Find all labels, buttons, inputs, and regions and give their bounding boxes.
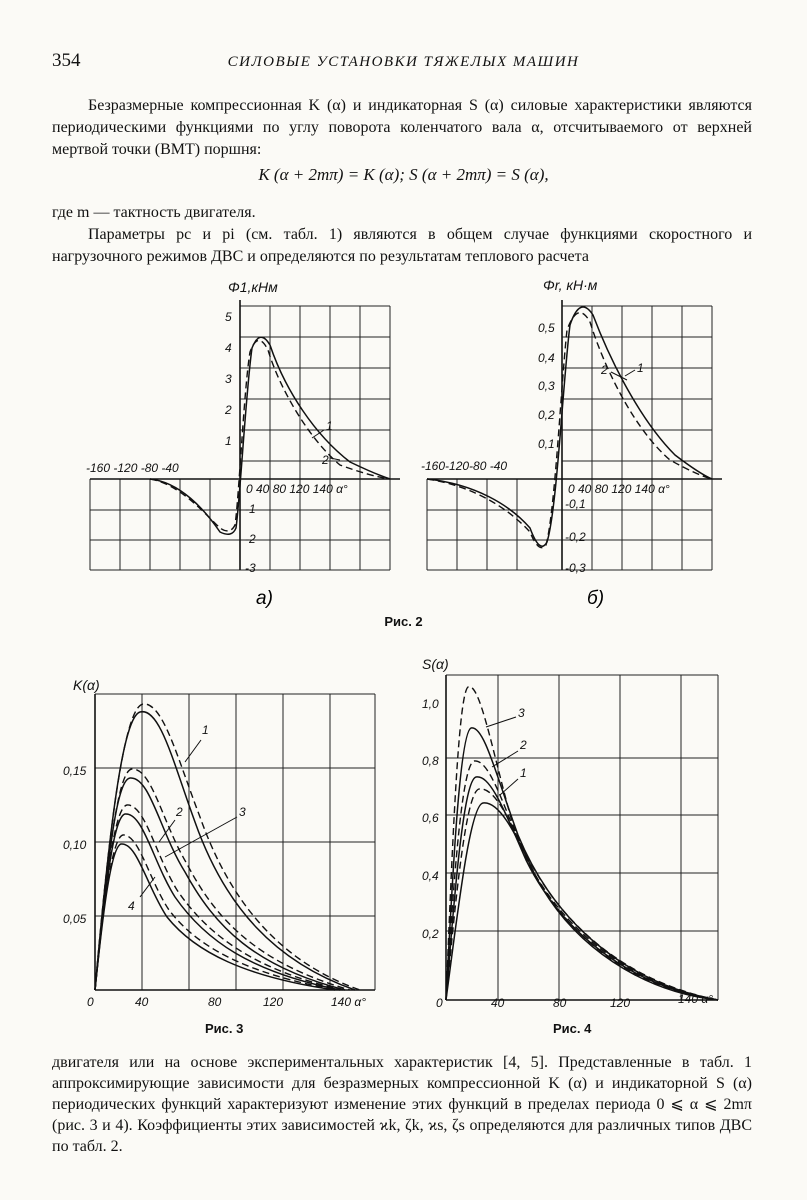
figure-2a-pos-x-ticks: 0 40 80 120 140 α° (246, 482, 348, 496)
running-title: СИЛОВЫЕ УСТАНОВКИ ТЯЖЕЛЫХ МАШИН (227, 54, 580, 70)
figure-4-leader-2 (492, 751, 518, 767)
figure-4-curve-2 (446, 777, 718, 1000)
intro-paragraph-2: где m — тактность двигателя. (52, 204, 256, 221)
figure-3-ytick-005: 0,05 (63, 912, 87, 926)
figure-4-ytick-10: 1,0 (422, 697, 439, 711)
figure-3-xtick-140: 140 α° (331, 995, 366, 1009)
figure-4-leader-3 (486, 717, 516, 727)
figure-2b-neg-x-ticks: -160-120-80 -40 (421, 459, 508, 473)
figure-3-caption: Рис. 3 (205, 1021, 244, 1036)
figure-3-leader-3 (165, 817, 237, 857)
figure-2a-curve-label-1: 1 (326, 419, 333, 433)
figure-4-xtick-140: 140 α° (678, 992, 713, 1006)
figure-4-curve-2-dashed (446, 761, 718, 1000)
figure-4-ytick-06: 0,6 (422, 811, 439, 825)
page-number: 354 (52, 50, 81, 71)
figure-2b-curve-label-2: 2 (601, 363, 608, 377)
figure-2b-ytick-03: 0,3 (538, 379, 555, 393)
figure-2a-y-label: Φ1,кНм (228, 279, 278, 295)
figure-4-curve-1-dashed (446, 789, 718, 1000)
figure-2b-ytick-01: 0,1 (538, 437, 555, 451)
figure-4-xtick-40: 40 (491, 996, 505, 1010)
figure-2a-ytick-5: 5 (225, 310, 232, 324)
figure-3-xtick-80: 80 (208, 995, 222, 1009)
figure-2a-ytick-m1: -1 (245, 502, 256, 516)
figure-3-grid (95, 694, 375, 990)
figure-3-curve-label-2: 2 (176, 805, 183, 819)
figure-3-curve-3-dashed (95, 805, 343, 990)
figure-4-y-label: S(α) (422, 656, 449, 672)
figure-4-ytick-08: 0,8 (422, 754, 439, 768)
figure-3-curve-label-3: 3 (239, 805, 246, 819)
figure-2b-curve-label-1: 1 (637, 361, 644, 375)
intro-paragraph-3: Параметры pc и pi (см. табл. 1) являются в общем случае функциями скоростного и нагрузочного режимов ДВС и определяются по результатам теплового расчета (52, 226, 752, 265)
figure-2b-chart (415, 270, 745, 615)
figure-3-leader-1 (185, 740, 201, 762)
figure-4-curve-label-2: 2 (520, 738, 527, 752)
figure-3-xtick-120: 120 (263, 995, 284, 1009)
figure-3-curve-label-4: 4 (128, 899, 135, 913)
figure-4-curve-1 (446, 803, 718, 1000)
figure-2b-ytick-m02: -0,2 (565, 530, 586, 544)
figure-2b-ytick-02: 0,2 (538, 408, 555, 422)
figure-4-caption: Рис. 4 (553, 1021, 592, 1036)
figure-2b-ytick-m01: -0,1 (565, 497, 586, 511)
figure-2a-sublabel: а) (256, 588, 273, 609)
figure-2a-ytick-m2: -2 (245, 532, 256, 546)
figure-2b-y-label: Φr, кН·м (543, 277, 598, 293)
figure-3-chart (55, 672, 385, 1017)
figure-3-y-label: K(α) (73, 677, 100, 693)
figure-2a-curve-label-2: 2 (322, 453, 329, 467)
figure-3-curve-label-1: 1 (202, 723, 209, 737)
figure-4-ytick-02: 0,2 (422, 927, 439, 941)
figure-4-xtick-120: 120 (610, 996, 631, 1010)
figure-2b-ytick-04: 0,4 (538, 351, 555, 365)
figure-4-curve-label-3: 3 (518, 706, 525, 720)
figure-2a-ytick-1: 1 (225, 434, 232, 448)
figure-2b-leader-1 (625, 370, 635, 376)
figure-2a-leader-2 (330, 458, 340, 460)
figure-2-caption: Рис. 2 (384, 614, 423, 629)
figure-2a-ytick-2: 2 (225, 403, 232, 417)
figure-2a-ytick-4: 4 (225, 341, 232, 355)
figure-2a-ytick-m3: -3 (245, 561, 256, 575)
figure-2b-ytick-05: 0,5 (538, 321, 555, 335)
figure-3-ytick-015: 0,15 (63, 764, 87, 778)
figure-4-curve-3-dashed (446, 687, 718, 1000)
figure-4-curve-label-1: 1 (520, 766, 527, 780)
periodicity-formula: K (α + 2mπ) = K (α); S (α + 2mπ) = S (α), (258, 165, 549, 184)
figure-2b-pos-x-ticks: 0 40 80 120 140 α° (568, 482, 670, 496)
figure-2a-chart (80, 270, 410, 615)
figure-3-curve-2-dashed (95, 769, 350, 990)
figure-3-xtick-0: 0 (87, 995, 94, 1009)
figure-3-xtick-40: 40 (135, 995, 149, 1009)
figure-3-curve-1 (95, 712, 355, 990)
figure-4-xtick-80: 80 (553, 996, 567, 1010)
figure-2a-neg-x-ticks: -160 -120 -80 -40 (86, 461, 179, 475)
intro-paragraph-1: Безразмерные компрессионная K (α) и индикаторная S (α) силовые характеристики являются периодическими функциями по углу поворота коленчатого вала α, отсчитываемого от верхней мертвой точки (ВМТ) поршня: (52, 97, 752, 158)
figure-2b-ytick-m03: -0,3 (565, 561, 586, 575)
figure-2b-sublabel: б) (587, 588, 605, 609)
figure-3-ytick-010: 0,10 (63, 838, 87, 852)
figure-3-curve-1-dashed (95, 704, 360, 990)
figure-2a-ytick-3: 3 (225, 372, 232, 386)
outro-paragraph: двигателя или на основе экспериментальных характеристик [4, 5]. Представленные в табл. 1 аппроксимирующие зависимости для безразмерных компрессионной K (α) и индикаторной S (α) периодических функций характеризуют изменение этих функций в пределах периода 0 ⩽ α ⩽ 2mπ (рис. 3 и 4). Коэффициенты этих зависимостей ϰk, ζk, ϰs, ζs определяются для различных типов ДВС по табл. 2. (52, 1054, 752, 1155)
figure-4-chart (418, 655, 738, 1010)
figure-4-ytick-04: 0,4 (422, 869, 439, 883)
figure-4-xtick-0: 0 (436, 996, 443, 1010)
